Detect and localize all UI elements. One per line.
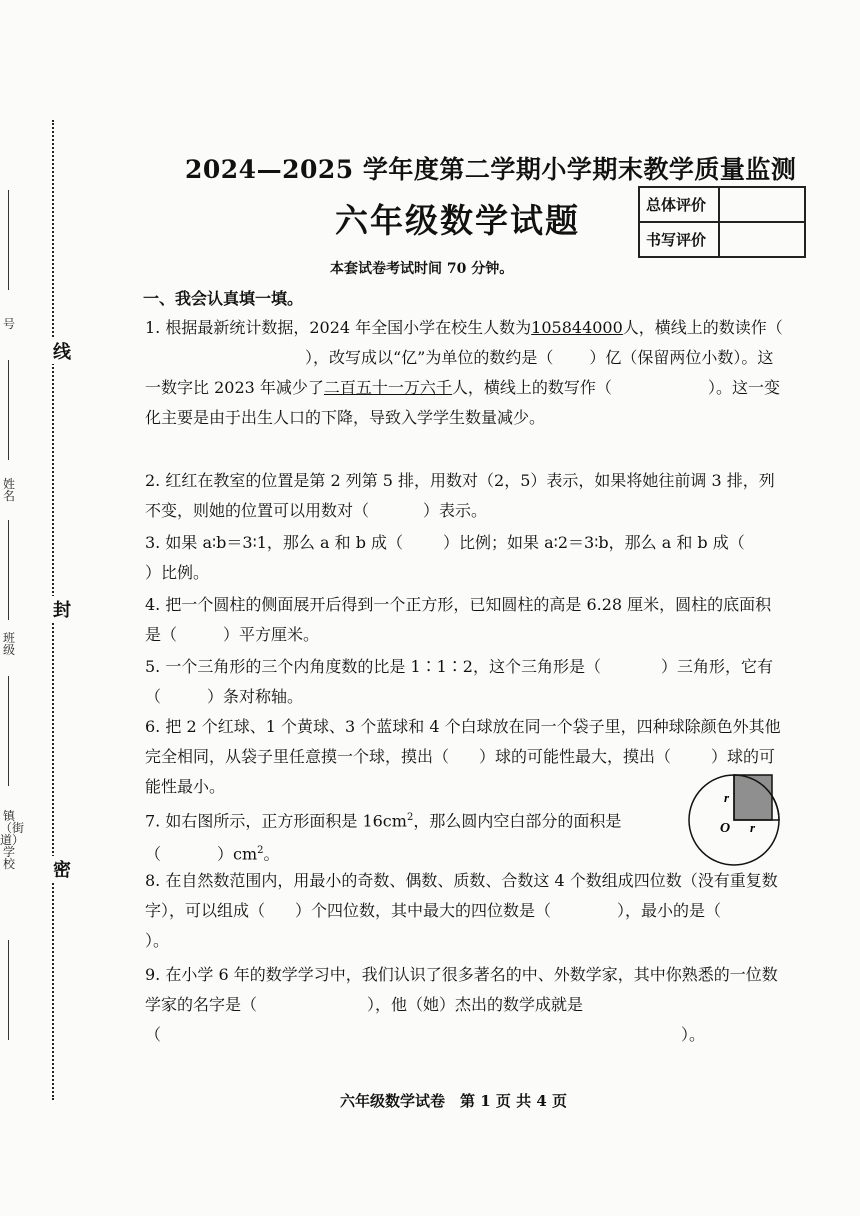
figure-label-r-left: r: [724, 790, 730, 805]
q1-text-f: ）。这一变化主要是由于出生人口的下降，导致入学学生数量减少。: [145, 378, 780, 427]
field-label-number: 号: [2, 317, 15, 331]
q7-sup-1: 2: [406, 812, 414, 823]
binding-char-feng: 封: [52, 596, 72, 622]
field-line: [8, 520, 9, 620]
q9-text-b: ），他（她）杰出的数学成就是: [367, 995, 584, 1014]
eval-label-writing: 书写评价: [639, 222, 719, 257]
question-3: [145, 528, 785, 588]
page-footer: 六年级数学试卷 第 1 页 共 4 页: [340, 1092, 567, 1110]
q6-text-a: 6. 把 2 个红球、1 个黄球、3 个蓝球和 4 个白球放在同一个袋子里，四种球除颜色外其他完全相同，从袋子里任意摸一个球，摸出（: [145, 717, 781, 766]
q2-text-a: 2. 红红在教室的位置是第 2 列第 5 排，用数对（2，5）表示，如果将她往前调 3 排，列不变，则她的位置可以用数对（: [145, 471, 775, 520]
q8-text-b: ）个四位数，其中最大的四位数是（: [295, 901, 552, 920]
question-9: [145, 960, 785, 1050]
field-line: [8, 940, 9, 1040]
q1-text-c: ），改写成以“亿”为单位的数约是（: [305, 348, 554, 367]
q1-text-a: 1. 根据最新统计数据，2024 年全国小学在校生人数为: [145, 318, 532, 337]
q7-text-c: （: [145, 844, 162, 864]
field-label-class: 班级: [2, 631, 15, 657]
q3-text-b: ）比例；如果 a∶2＝3∶b，那么 a 和 b 成（: [443, 533, 745, 552]
exam-title: 2024—2025 学年度第二学期小学期末教学质量监测: [185, 155, 797, 184]
question-1: [145, 313, 785, 433]
q7-sup-2: 2: [257, 845, 264, 857]
q4-text-a: 4. 把一个圆柱的侧面展开后得到一个正方形，已知圆柱的高是 6.28 厘米，圆柱的底面积是（: [145, 595, 772, 644]
eval-cell-overall[interactable]: [719, 187, 805, 222]
question-8: [145, 866, 785, 956]
q1-number: 105844000: [531, 318, 623, 337]
question-2: [145, 466, 785, 526]
question-5: [145, 652, 785, 712]
time-note: 本套试卷考试时间 70 分钟。: [330, 261, 514, 277]
q3-text-c: ）比例。: [145, 563, 210, 582]
q4-text-b: ）平方厘米。: [223, 625, 320, 644]
field-line: [8, 190, 9, 290]
q6-text-c: ）球的可能性最小。: [145, 747, 776, 796]
figure-square: [734, 775, 772, 820]
question-7: [145, 803, 675, 870]
q9-text-a: 9. 在小学 6 年的数学学习中，我们认识了很多著名的中、外数学家，其中你熟悉的一位数学家的名字是（: [145, 965, 778, 1014]
eval-cell-writing[interactable]: [719, 222, 805, 257]
q1-words: 二百五十一万六千: [323, 378, 452, 397]
circle-square-figure: [688, 772, 782, 866]
q8-text-d: ）。: [145, 931, 170, 950]
field-line: [8, 360, 9, 460]
q1-text-e: 人，横线上的数写作（: [451, 378, 612, 397]
q1-text-d: ）亿（保留两位小数）。这一数字比 2023 年减少了: [145, 348, 774, 397]
q5-text-b: ）三角形，它有（: [145, 657, 773, 706]
q5-text-a: 5. 一个三角形的三个内角度数的比是 1∶1∶2，这个三角形是（: [145, 657, 601, 676]
q7-text-b: ，那么圆内空白部分的面积是: [413, 811, 622, 831]
field-line: [8, 676, 9, 786]
q8-text-a: 8. 在自然数范围内，用最小的奇数、偶数、质数、合数这 4 个数组成四位数（没有重复数字），可以组成（: [145, 871, 778, 920]
binding-char-mi: 密: [52, 856, 72, 882]
exam-subtitle: 六年级数学试题: [335, 201, 580, 240]
q2-text-b: ）表示。: [423, 501, 488, 520]
eval-label-overall: 总体评价: [639, 187, 719, 222]
binding-char-xian: 线: [52, 338, 72, 364]
q1-text-b: 人，横线上的数读作（: [622, 318, 783, 337]
q9-text-d: ）。: [681, 1025, 706, 1044]
q7-text-e: 。: [263, 844, 280, 864]
evaluation-table: [638, 186, 806, 258]
question-4: [145, 590, 785, 650]
q7-text-d: ）cm: [217, 844, 258, 864]
section-title: 一、我会认真填一填。: [143, 289, 304, 308]
field-label-name: 姓名: [2, 477, 15, 503]
q6-text-b: ）球的可能性最大，摸出（: [479, 747, 672, 766]
q8-text-c: ），最小的是（: [617, 901, 722, 920]
figure-label-o: O: [720, 821, 731, 836]
q9-text-c: （: [145, 1025, 162, 1044]
q3-text-a: 3. 如果 a∶b＝3∶1，那么 a 和 b 成（: [145, 533, 404, 552]
field-label-school: 镇（街道）学校: [0, 809, 25, 871]
figure-label-r-bottom: r: [750, 820, 756, 835]
q7-text-a: 7. 如右图所示，正方形面积是 16cm: [145, 811, 407, 831]
q5-text-c: ）条对称轴。: [207, 687, 304, 706]
